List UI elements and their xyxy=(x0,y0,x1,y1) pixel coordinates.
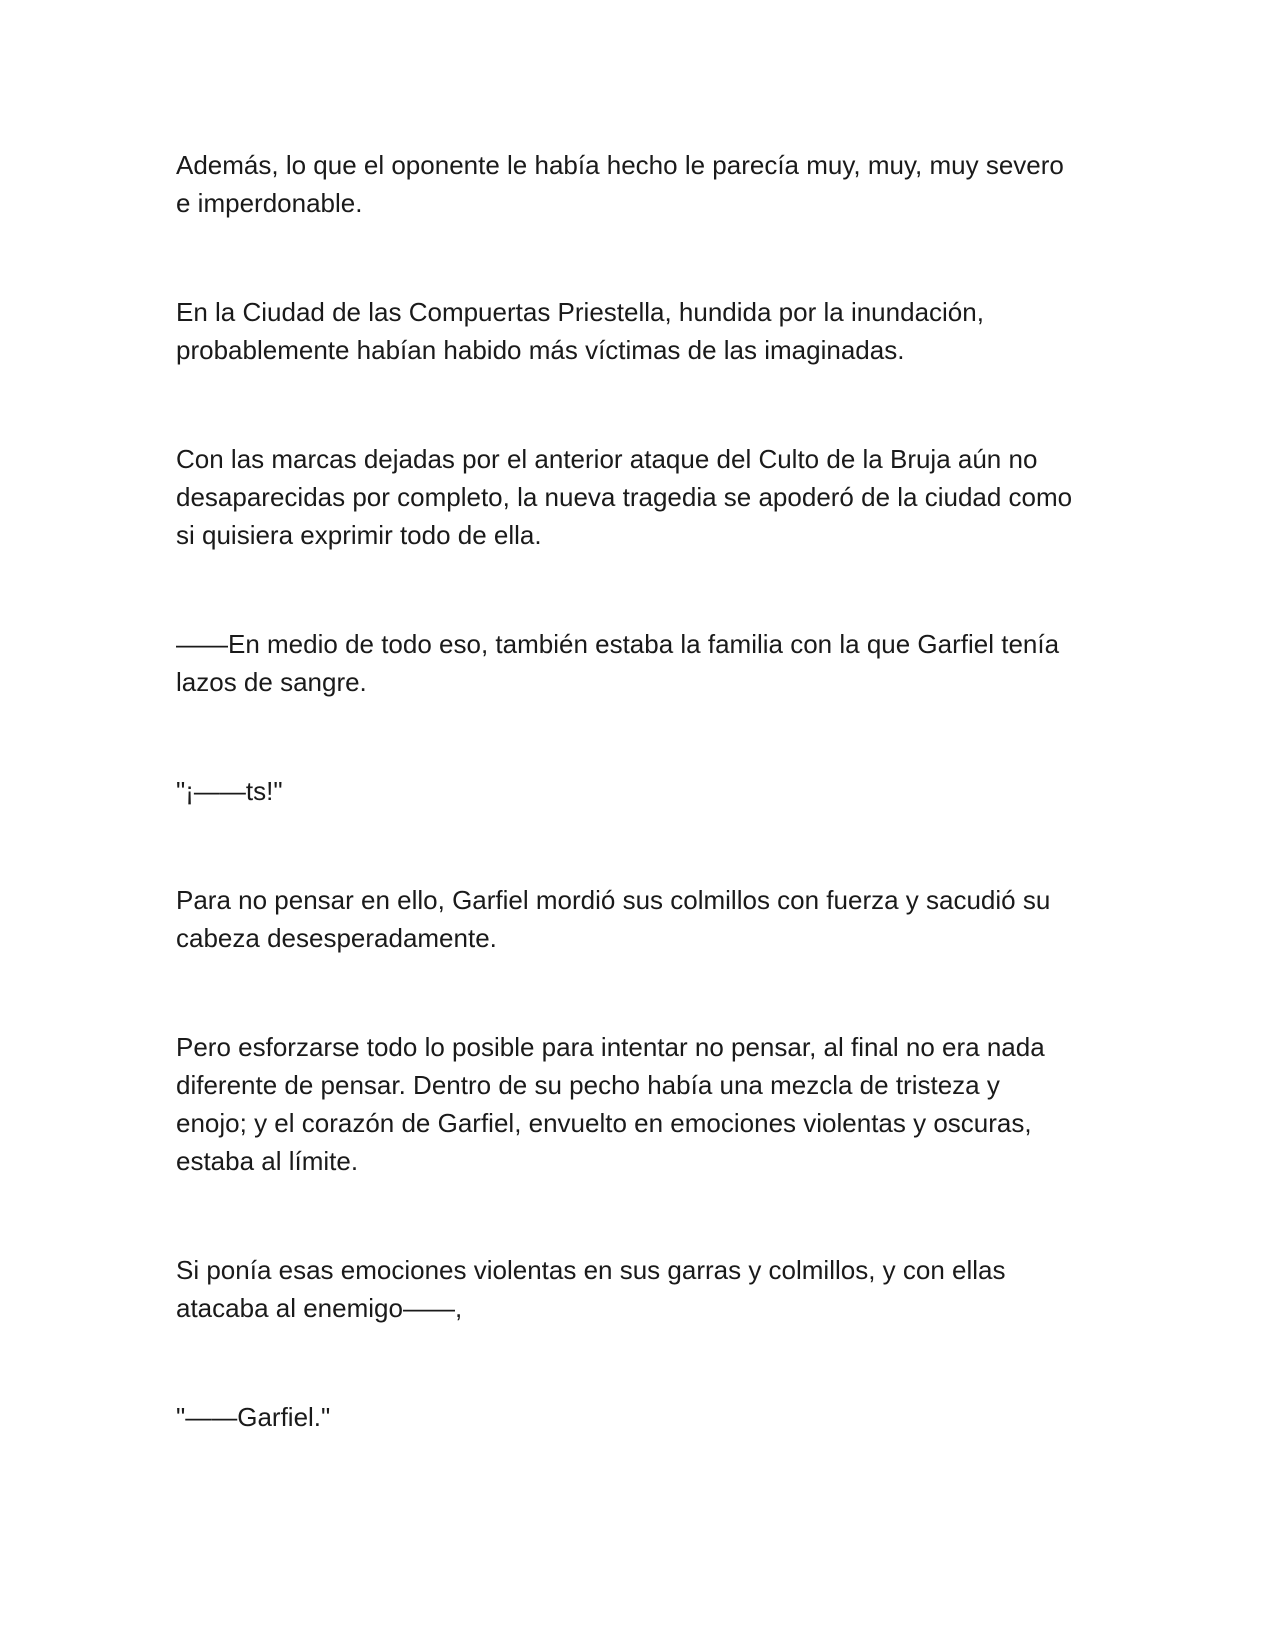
paragraph-9-dialogue: "——Garfiel." xyxy=(176,1402,331,1432)
paragraph-8: Si ponía esas emociones violentas en sus garras y colmillos, y con ellas atacaba al enemigo——, xyxy=(176,1255,1006,1323)
paragraph-5-dialogue: "¡——ts!" xyxy=(176,776,283,806)
paragraph-3: Con las marcas dejadas por el anterior ataque del Culto de la Bruja aún no desaparecidas por completo, la nueva tragedia se apoderó de la ciudad como si quisiera exprimir todo de ella. xyxy=(176,444,1073,550)
paragraph-2: En la Ciudad de las Compuertas Priestella, hundida por la inundación, probablemente habían habido más víctimas de las imaginadas. xyxy=(176,297,984,365)
paragraph-6: Para no pensar en ello, Garfiel mordió sus colmillos con fuerza y sacudió su cabeza desesperadamente. xyxy=(176,885,1051,953)
paragraph-7: Pero esforzarse todo lo posible para intentar no pensar, al final no era nada diferente de pensar. Dentro de su pecho había una mezcla de tristeza y enojo; y el corazón de Garfiel, envuelto en emociones violentas y oscuras, estaba al límite. xyxy=(176,1032,1045,1176)
document-body xyxy=(176,146,1096,1507)
paragraph-4: ——En medio de todo eso, también estaba la familia con la que Garfiel tenía lazos de sangre. xyxy=(176,629,1060,697)
paragraph-1: Además, lo que el oponente le había hecho le parecía muy, muy, muy severo e imperdonable. xyxy=(176,150,1064,218)
